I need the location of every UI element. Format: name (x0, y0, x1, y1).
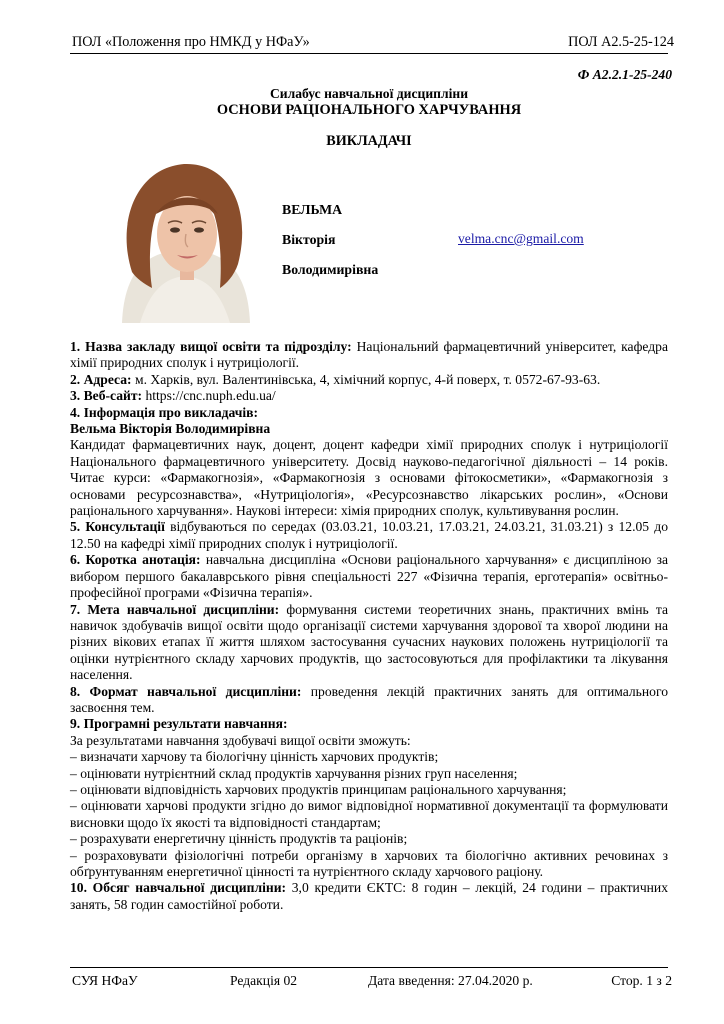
item-teacher-info-heading: 4. Інформація про викладачів: (70, 404, 259, 420)
teacher-surname: ВЕЛЬМА (282, 202, 343, 217)
list-item: – розрахувати енергетичну цінність продуктів та раціонів; (70, 831, 408, 847)
item-annotation: 6. Коротка анотація: навчальна дисципліна «Основи раціонального харчування» є дисципліною за вибором першого бакалаврського рівня спеціальності 227 «Фізична терапія, ерготерапія» освітньо-професійної програми «Фізична терапія». (70, 552, 668, 601)
item-learning-outcomes-heading: 9. Програмні результати навчання: (70, 716, 288, 732)
header-divider (70, 53, 668, 54)
item-outcomes-intro: За результатами навчання здобувачі вищої освіти зможуть: (70, 732, 411, 748)
syllabus-label: Силабус навчальної дисципліни (269, 86, 469, 101)
form-code: Ф А2.2.1-25-240 (577, 67, 672, 82)
list-item: – оцінювати відповідність харчових продуктів принципам раціонального харчування; (70, 781, 567, 797)
document-header-left: ПОЛ «Положення про НМКД у НФаУ» (72, 34, 310, 50)
item-course-volume: 10. Обсяг навчальної дисципліни: 3,0 кредити ЄКТС: 8 годин – лекцій, 24 години – практичних занять, 58 годин самостійної роботи. (70, 880, 668, 912)
teacher-patronymic: Володимирівна (282, 262, 379, 277)
footer-page-number: Стор. 1 з 2 (611, 973, 672, 988)
item-teacher-fullname: Вельма Вікторія Володимирівна (70, 421, 271, 437)
course-title: ОСНОВИ РАЦІОНАЛЬНОГО ХАРЧУВАННЯ (216, 102, 522, 118)
footer-date: Дата введення: 27.04.2020 р. (368, 973, 533, 988)
list-item: – визначати харчову та біологічну цінність харчових продуктів; (70, 749, 439, 765)
item-consultations: 5. Консультації відбуваються по середах (03.03.21, 10.03.21, 17.03.21, 24.03.21, 31.03.21) з 12.05 до 12.50 на кафедрі хімії природних сполук і нутриціології. (70, 519, 668, 551)
item-institution: 1. Назва закладу вищої освіти та підрозділу: Національний фармацевтичний університет, кафедра хімії природних сполук і нутриціології. (70, 339, 668, 371)
teacher-photo (110, 152, 261, 323)
footer-org: СУЯ НФаУ (72, 973, 138, 988)
teacher-email-link[interactable]: velma.cnc@gmail.com (458, 231, 584, 246)
list-item: – розраховувати фізіологічні потреби організму в харчових та біологічно активних речовинах з обґрунтуванням енергетичної цінності та нутрієнтного складу харчового раціону. (70, 847, 668, 879)
teacher-name: Вікторія (282, 232, 336, 247)
syllabus-body (70, 339, 668, 913)
footer-edition: Редакція 02 (230, 973, 298, 988)
list-item: – оцінювати нутрієнтний склад продуктів харчування різних груп населення; (70, 765, 518, 781)
item-course-format: 8. Формат навчальної дисципліни: проведення лекцій практичних занять для оптимального засвоєння тем. (70, 683, 668, 715)
item-website: 3. Веб-сайт: https://cnc.nuph.edu.ua/ (70, 388, 276, 404)
document-header-right: ПОЛ А2.5-25-124 (568, 34, 674, 50)
item-course-goal: 7. Мета навчальної дисципліни: формування системи теоретичних знань, практичних вмінь та навичок здобувачів вищої освіти щодо організації системи харчування здорової та хворої людини на різних вікових етапах її життя шляхом застосування сучасних наукових положень нутриціології та оцінки нутрієнтного складу харчових продуктів, що застосовуються для профілактики та лікування населення. (70, 601, 668, 683)
section-title: ВИКЛАДАЧІ (326, 133, 412, 149)
footer-divider (70, 967, 668, 968)
item-address: 2. Адреса: м. Харків, вул. Валентинівська, 4, хімічний корпус, 4-й поверх, т. 0572-67-93-63. (70, 371, 601, 387)
list-item: – оцінювати харчові продукти згідно до вимог відповідної нормативної документації та формулювати висновки щодо їх якості та відповідності стандартам; (70, 798, 668, 830)
item-teacher-bio: Кандидат фармацевтичних наук, доцент, доцент кафедри хімії природних сполук і нутриціології Національного фармацевтичного університету. Досвід науково-педагогічної діяльності – 14 років. Читає курси: «Фармакогнозія», «Фармакогнозія з основами фітокосметики», «Фармакогнозія з основами ресурсознавства», «Нутриціологія», «Ресурсознавство лікарських рослин», «Основи раціонального харчування». Наукові інтереси: хімія природних сполук, культивування рослин. (70, 437, 668, 519)
